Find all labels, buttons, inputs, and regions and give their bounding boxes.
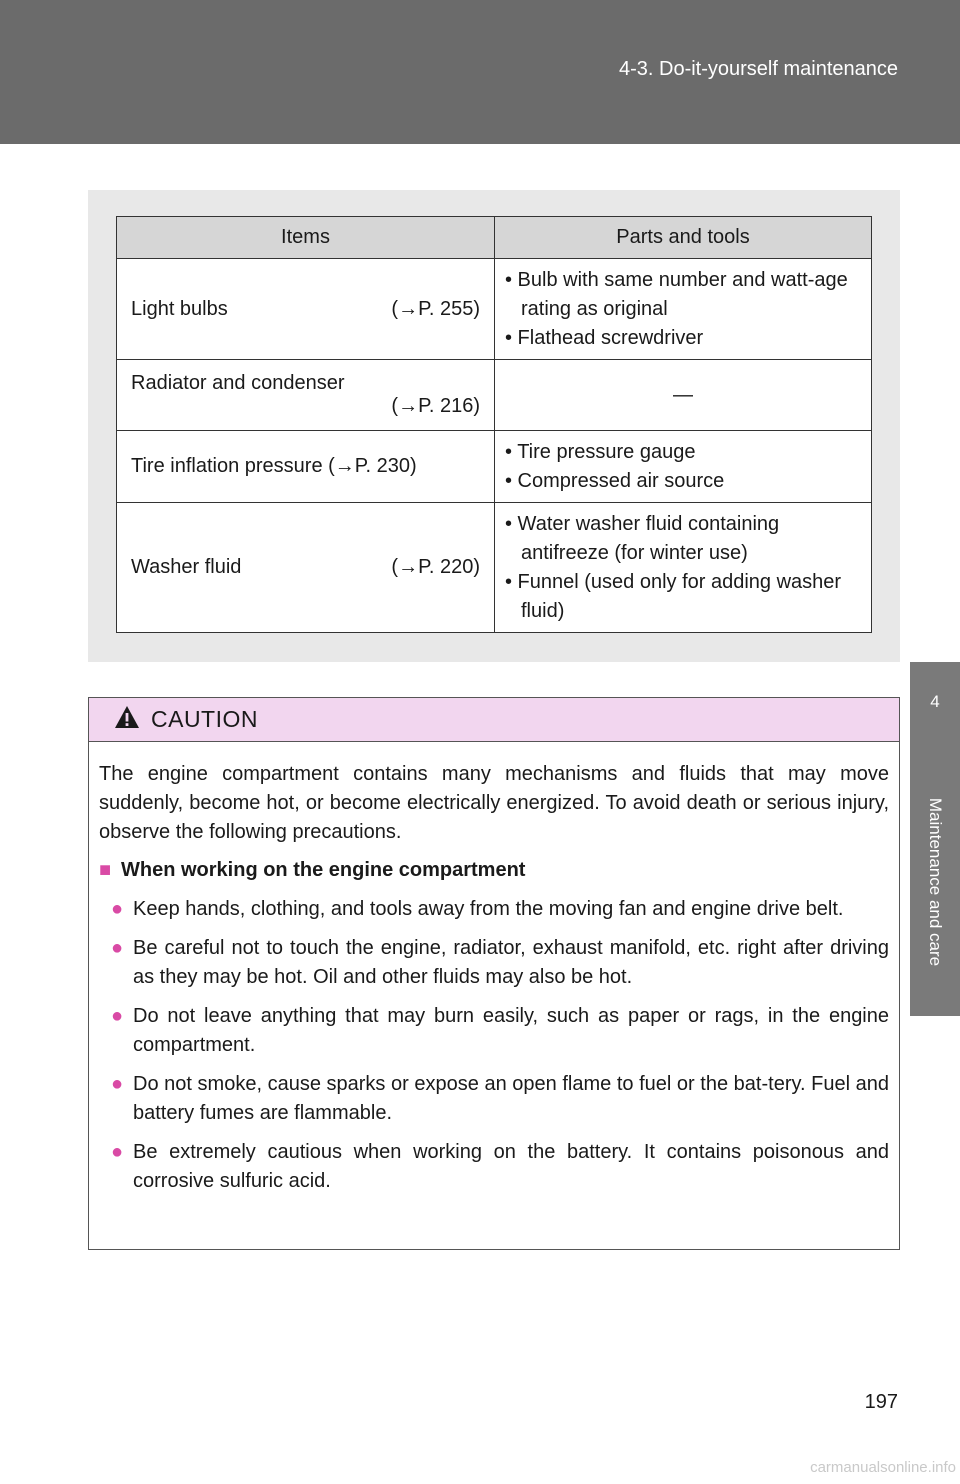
- chapter-number: 4: [930, 692, 940, 711]
- item-cell: [117, 431, 495, 503]
- item-name: Washer fluid: [131, 556, 242, 578]
- list-item-text: Be careful not to touch the engine, radiator, exhaust manifold, etc. right after driving as they may be hot. Oil and other fluids may also be hot.: [133, 937, 889, 988]
- tools-cell: [495, 259, 872, 360]
- list-item-text: Be extremely cautious when working on the battery. It contains poisonous and corrosive sulfuric acid.: [133, 1141, 889, 1192]
- item-name: Radiator and condenser: [131, 372, 345, 394]
- table-row: [117, 431, 872, 503]
- caution-box: [88, 697, 900, 1250]
- tool-item: • Water washer fluid containing antifreeze (for winter use): [505, 512, 780, 564]
- tool-item: • Tire pressure gauge: [505, 440, 696, 463]
- table-row: [117, 259, 872, 360]
- square-bullet-icon: ■: [99, 859, 112, 881]
- chapter-side-tab[interactable]: [910, 662, 960, 1016]
- tool-item: • Funnel (used only for adding washer fluid): [505, 570, 842, 622]
- list-item: [99, 1070, 889, 1128]
- round-bullet-icon: ●: [111, 937, 124, 959]
- section-title: 4-3. Do-it-yourself maintenance: [618, 58, 898, 80]
- caution-subhead: [99, 856, 889, 885]
- table-row: [117, 503, 872, 633]
- caution-title: CAUTION: [151, 706, 258, 732]
- list-item: [99, 1138, 889, 1196]
- column-header-parts-tools: Parts and tools: [495, 217, 872, 259]
- tools-cell: [495, 503, 872, 633]
- item-cell: [117, 503, 495, 633]
- table-panel: [88, 190, 900, 662]
- list-item: [99, 895, 889, 924]
- caution-header: [89, 698, 899, 742]
- list-item: [99, 934, 889, 992]
- table-row: [117, 360, 872, 431]
- page-reference[interactable]: (→P. 255): [391, 297, 480, 320]
- round-bullet-icon: ●: [111, 1005, 124, 1027]
- column-header-items: Items: [117, 217, 495, 259]
- watermark: carmanualsonline.info: [810, 1459, 956, 1476]
- round-bullet-icon: ●: [111, 898, 124, 920]
- tools-cell: [495, 360, 872, 431]
- page-reference[interactable]: (→P. 220): [391, 556, 480, 578]
- tools-cell: [495, 431, 872, 503]
- subhead-text: When working on the engine compartment: [121, 859, 526, 881]
- header-band: [0, 0, 960, 144]
- item-cell: [117, 259, 495, 360]
- round-bullet-icon: ●: [111, 1141, 124, 1163]
- item-cell: [117, 360, 495, 431]
- list-item: [99, 1002, 889, 1060]
- page-number: 197: [864, 1391, 898, 1413]
- items-table: [116, 216, 872, 633]
- list-item-text: Keep hands, clothing, and tools away from the moving fan and engine drive belt.: [133, 898, 844, 920]
- tool-item: • Bulb with same number and watt-age rating as original: [505, 268, 848, 320]
- caution-body: [89, 742, 899, 1196]
- tool-item: • Flathead screwdriver: [505, 326, 704, 349]
- list-item-text: Do not leave anything that may burn easily, such as paper or rags, in the engine compartment.: [133, 1005, 889, 1056]
- no-tools-dash: —: [673, 383, 693, 406]
- item-name: Light bulbs: [131, 297, 228, 320]
- chapter-label: Maintenance and care: [926, 797, 945, 967]
- list-item-text: Do not smoke, cause sparks or expose an open flame to fuel or the bat-tery. Fuel and battery fumes are flammable.: [133, 1073, 889, 1124]
- tool-item: • Compressed air source: [505, 469, 725, 492]
- table-header-row: [117, 217, 872, 259]
- caution-intro: The engine compartment contains many mechanisms and fluids that may move suddenly, become hot, or become electrically energized. To avoid death or serious injury, observe the following precautions.: [99, 763, 889, 843]
- item-name[interactable]: Tire inflation pressure (→P. 230): [131, 455, 417, 477]
- round-bullet-icon: ●: [111, 1073, 124, 1095]
- page-reference[interactable]: (→P. 216): [391, 395, 480, 417]
- warning-triangle-icon: [113, 704, 141, 735]
